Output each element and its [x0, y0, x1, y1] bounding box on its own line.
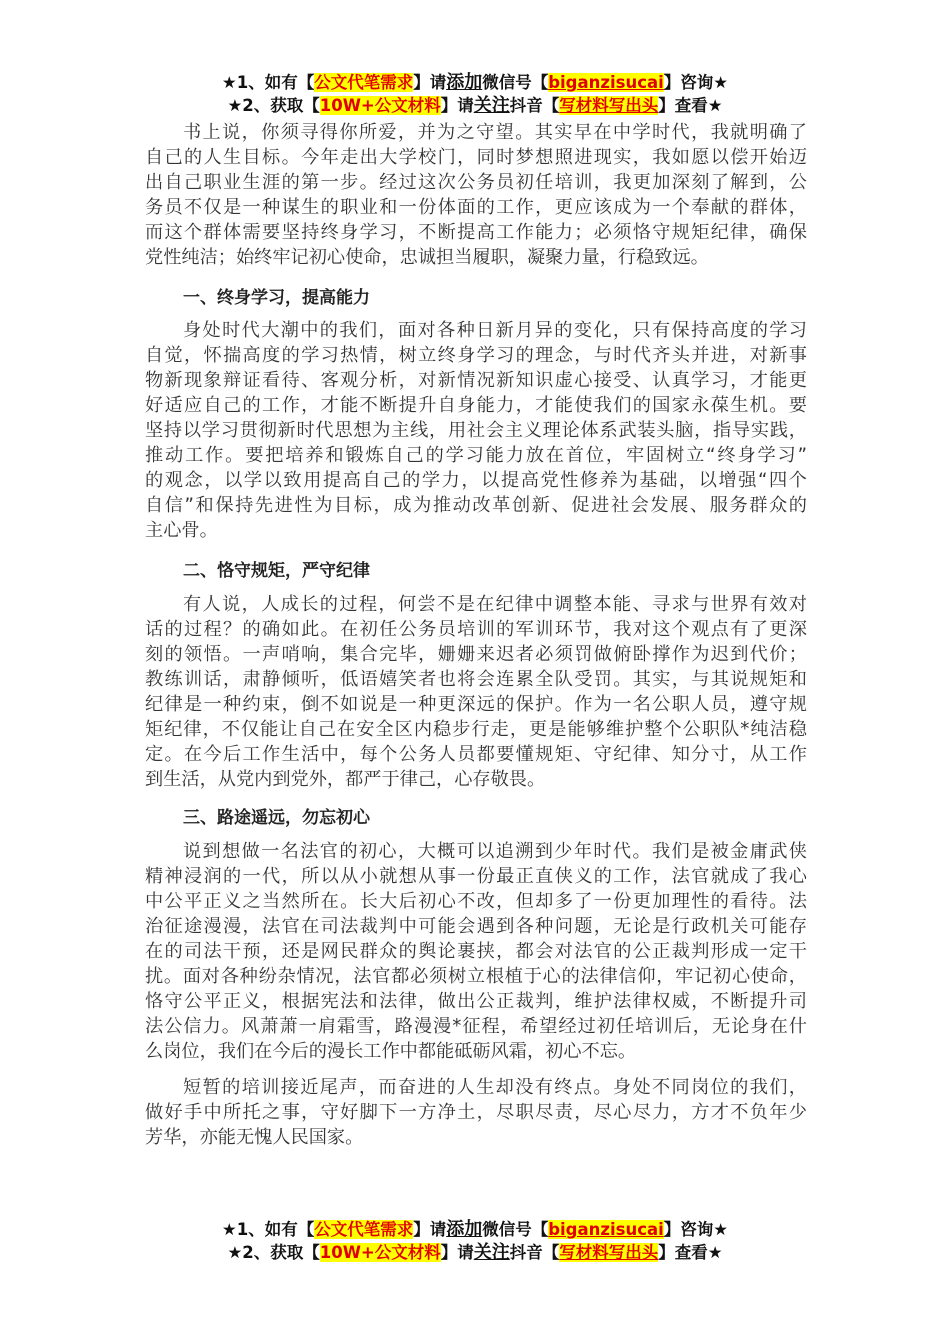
text-line: 扰。面对各种纷杂情况，法官都必须树立根植于心的法律信仰，牢记初心使命， — [145, 966, 807, 987]
text-line: 书上说，你须寻得你所爱，并为之守望。其实早在中学时代，我就明确了 — [183, 122, 807, 143]
section-1-paragraph — [145, 318, 807, 543]
douyin-id: 写材料写出头 — [559, 96, 659, 115]
text-line: 有人说，人成长的过程，何尝不是在纪律中调整本能、寻求与世界有效对 — [183, 594, 807, 615]
banner-text: 抖音【 — [509, 96, 560, 115]
footer-banner — [0, 1218, 950, 1264]
section-heading-1: 一、终身学习，提高能力 — [183, 288, 370, 308]
text-line: 党性纯洁；始终牢记初心使命，忠诚担当履职，凝聚力量，行稳致远。 — [145, 247, 709, 268]
text-line: 精神浸润的一代，所以从小就想从事一份最正直侠义的工作，法官就成了我心 — [145, 866, 807, 887]
text-line: 话的过程？的确如此。在初任公务员培训的军训环节，我对这个观点有了更深 — [145, 619, 807, 640]
banner-text: ★2、获取【 — [227, 96, 320, 115]
wechat-id: biganzisucai — [548, 73, 664, 92]
banner-text: 】咨询★ — [663, 73, 729, 92]
section-2-paragraph — [145, 592, 807, 792]
banner-line-1 — [0, 1218, 950, 1241]
highlight-materials: 10W+公文材料 — [319, 1243, 441, 1262]
text-line: 自己的人生目标。今年走出大学校门，同时梦想照进现实，我如愿以偿开始迈 — [145, 147, 807, 168]
text-line: 的观念，以学以致用提高自己的学力，以提高党性修养为基础，以增强“四个 — [145, 470, 807, 491]
section-heading-2: 二、恪守规矩，严守纪律 — [183, 561, 370, 581]
banner-text: 】请 — [440, 1243, 474, 1262]
header-banner — [0, 71, 950, 117]
banner-text: ★1、如有【 — [221, 73, 315, 92]
text-line: 刻的领悟。一声哨响，集合完毕，姗姗来迟者必须罚做俯卧撑作为迟到代价； — [145, 644, 807, 665]
banner-text: 微信号【 — [482, 1220, 549, 1239]
text-line: 务员不仅是一种谋生的职业和一份体面的工作，更应该成为一个奉献的群体， — [145, 197, 807, 218]
highlight-ghostwriting: 公文代笔需求 — [314, 73, 414, 92]
text-line: 而这个群体需要坚持终身学习，不断提高工作能力；必须恪守规矩纪律，确保 — [145, 222, 807, 243]
text-line: 么岗位，我们在今后的漫长工作中都能砥砺风霜，初心不忘。 — [145, 1041, 637, 1062]
banner-emphasis: 添加 — [446, 1219, 483, 1240]
banner-text: 】查看★ — [658, 96, 723, 115]
text-line: 教练训话，肃静倾听，低语嬉笑者也将会连累全队受罚。其实，与其说规矩和 — [145, 669, 807, 690]
text-line: 恪守公平正义，根据宪法和法律，做出公正裁判，维护法律权威，不断提升司 — [145, 991, 807, 1012]
banner-emphasis: 关注 — [473, 95, 510, 116]
banner-text: 微信号【 — [482, 73, 549, 92]
highlight-materials: 10W+公文材料 — [319, 96, 441, 115]
text-line: 出自己职业生涯的第一步。经过这次公务员初任培训，我更加深刻了解到，公 — [145, 172, 807, 193]
text-line: 主心骨。 — [145, 520, 218, 541]
text-line: 纪律是一种约束，倒不如说是一种更深远的保护。作为一名公职人员，遵守规 — [145, 694, 807, 715]
text-line: 自觉，怀揣高度的学习热情，树立终身学习的理念，与时代齐头并进，对新事 — [145, 345, 807, 366]
banner-text: 抖音【 — [509, 1243, 560, 1262]
text-line: 好适应自己的工作，才能不断提升自身能力，才能使我们的国家永葆生机。要 — [145, 395, 807, 416]
text-line: 自信”和保持先进性为目标，成为推动改革创新、促进社会发展、服务群众的 — [145, 495, 807, 516]
douyin-id: 写材料写出头 — [559, 1243, 659, 1262]
text-line: 身处时代大潮中的我们，面对各种日新月异的变化，只有保持高度的学习 — [183, 320, 807, 341]
text-line: 推动工作。要把培养和锻炼自己的学习能力放在首位，牢固树立“终身学习” — [145, 445, 807, 466]
banner-line-2 — [0, 1241, 950, 1264]
text-line: 短暂的培训接近尾声，而奋进的人生却没有终点。身处不同岗位的我们， — [183, 1077, 807, 1098]
text-line: 在的司法干预，还是网民群众的舆论裹挟，都会对法官的公正裁判形成一定干 — [145, 941, 807, 962]
text-line: 中公平正义之当然所在。长大后初心不改，但却多了一份更加理性的看待。法 — [145, 891, 807, 912]
banner-text: 】请 — [413, 1220, 447, 1239]
text-line: 芳华，亦能无愧人民国家。 — [145, 1127, 364, 1148]
banner-text: 】请 — [440, 96, 474, 115]
banner-text: ★1、如有【 — [221, 1220, 315, 1239]
text-line: 做好手中所托之事，守好脚下一方净土，尽职尽责，尽心尽力，方才不负年少 — [145, 1102, 807, 1123]
text-line: 物新现象辩证看待、客观分析，对新情况新知识虚心接受、认真学习，才能更 — [145, 370, 807, 391]
section-heading-3: 三、路途遥远，勿忘初心 — [183, 808, 370, 828]
text-line: 说到想做一名法官的初心，大概可以追溯到少年时代。我们是被金庸武侠 — [183, 841, 807, 862]
text-line: 到生活，从党内到党外，都严于律己，心存敬畏。 — [145, 769, 546, 790]
banner-text: 】查看★ — [658, 1243, 723, 1262]
text-line: 法公信力。风萧萧一肩霜雪，路漫漫*征程，希望经过初任培训后，无论身在什 — [145, 1016, 807, 1037]
text-line: 定。在今后工作生活中，每个公务人员都要懂规矩、守纪律、知分寸，从工作 — [145, 744, 807, 765]
intro-paragraph — [145, 120, 807, 270]
highlight-ghostwriting: 公文代笔需求 — [314, 1220, 414, 1239]
section-3-paragraph — [145, 839, 807, 1064]
wechat-id: biganzisucai — [548, 1220, 664, 1239]
text-line: 治征途漫漫，法官在司法裁判中可能会遇到各种问题，无论是行政机关可能存 — [145, 916, 807, 937]
text-line: 矩纪律，不仅能让自己在安全区内稳步行走，更是能够维护整个公职队*纯洁稳 — [145, 719, 807, 740]
text-line: 坚持以学习贯彻新时代思想为主线，用社会主义理论体系武装头脑，指导实践， — [145, 420, 807, 441]
banner-line-2 — [0, 94, 950, 117]
banner-text: ★2、获取【 — [227, 1243, 320, 1262]
banner-line-1 — [0, 71, 950, 94]
banner-emphasis: 关注 — [473, 1242, 510, 1263]
banner-text: 】咨询★ — [663, 1220, 729, 1239]
conclusion-paragraph — [145, 1075, 807, 1150]
banner-emphasis: 添加 — [446, 72, 483, 93]
banner-text: 】请 — [413, 73, 447, 92]
